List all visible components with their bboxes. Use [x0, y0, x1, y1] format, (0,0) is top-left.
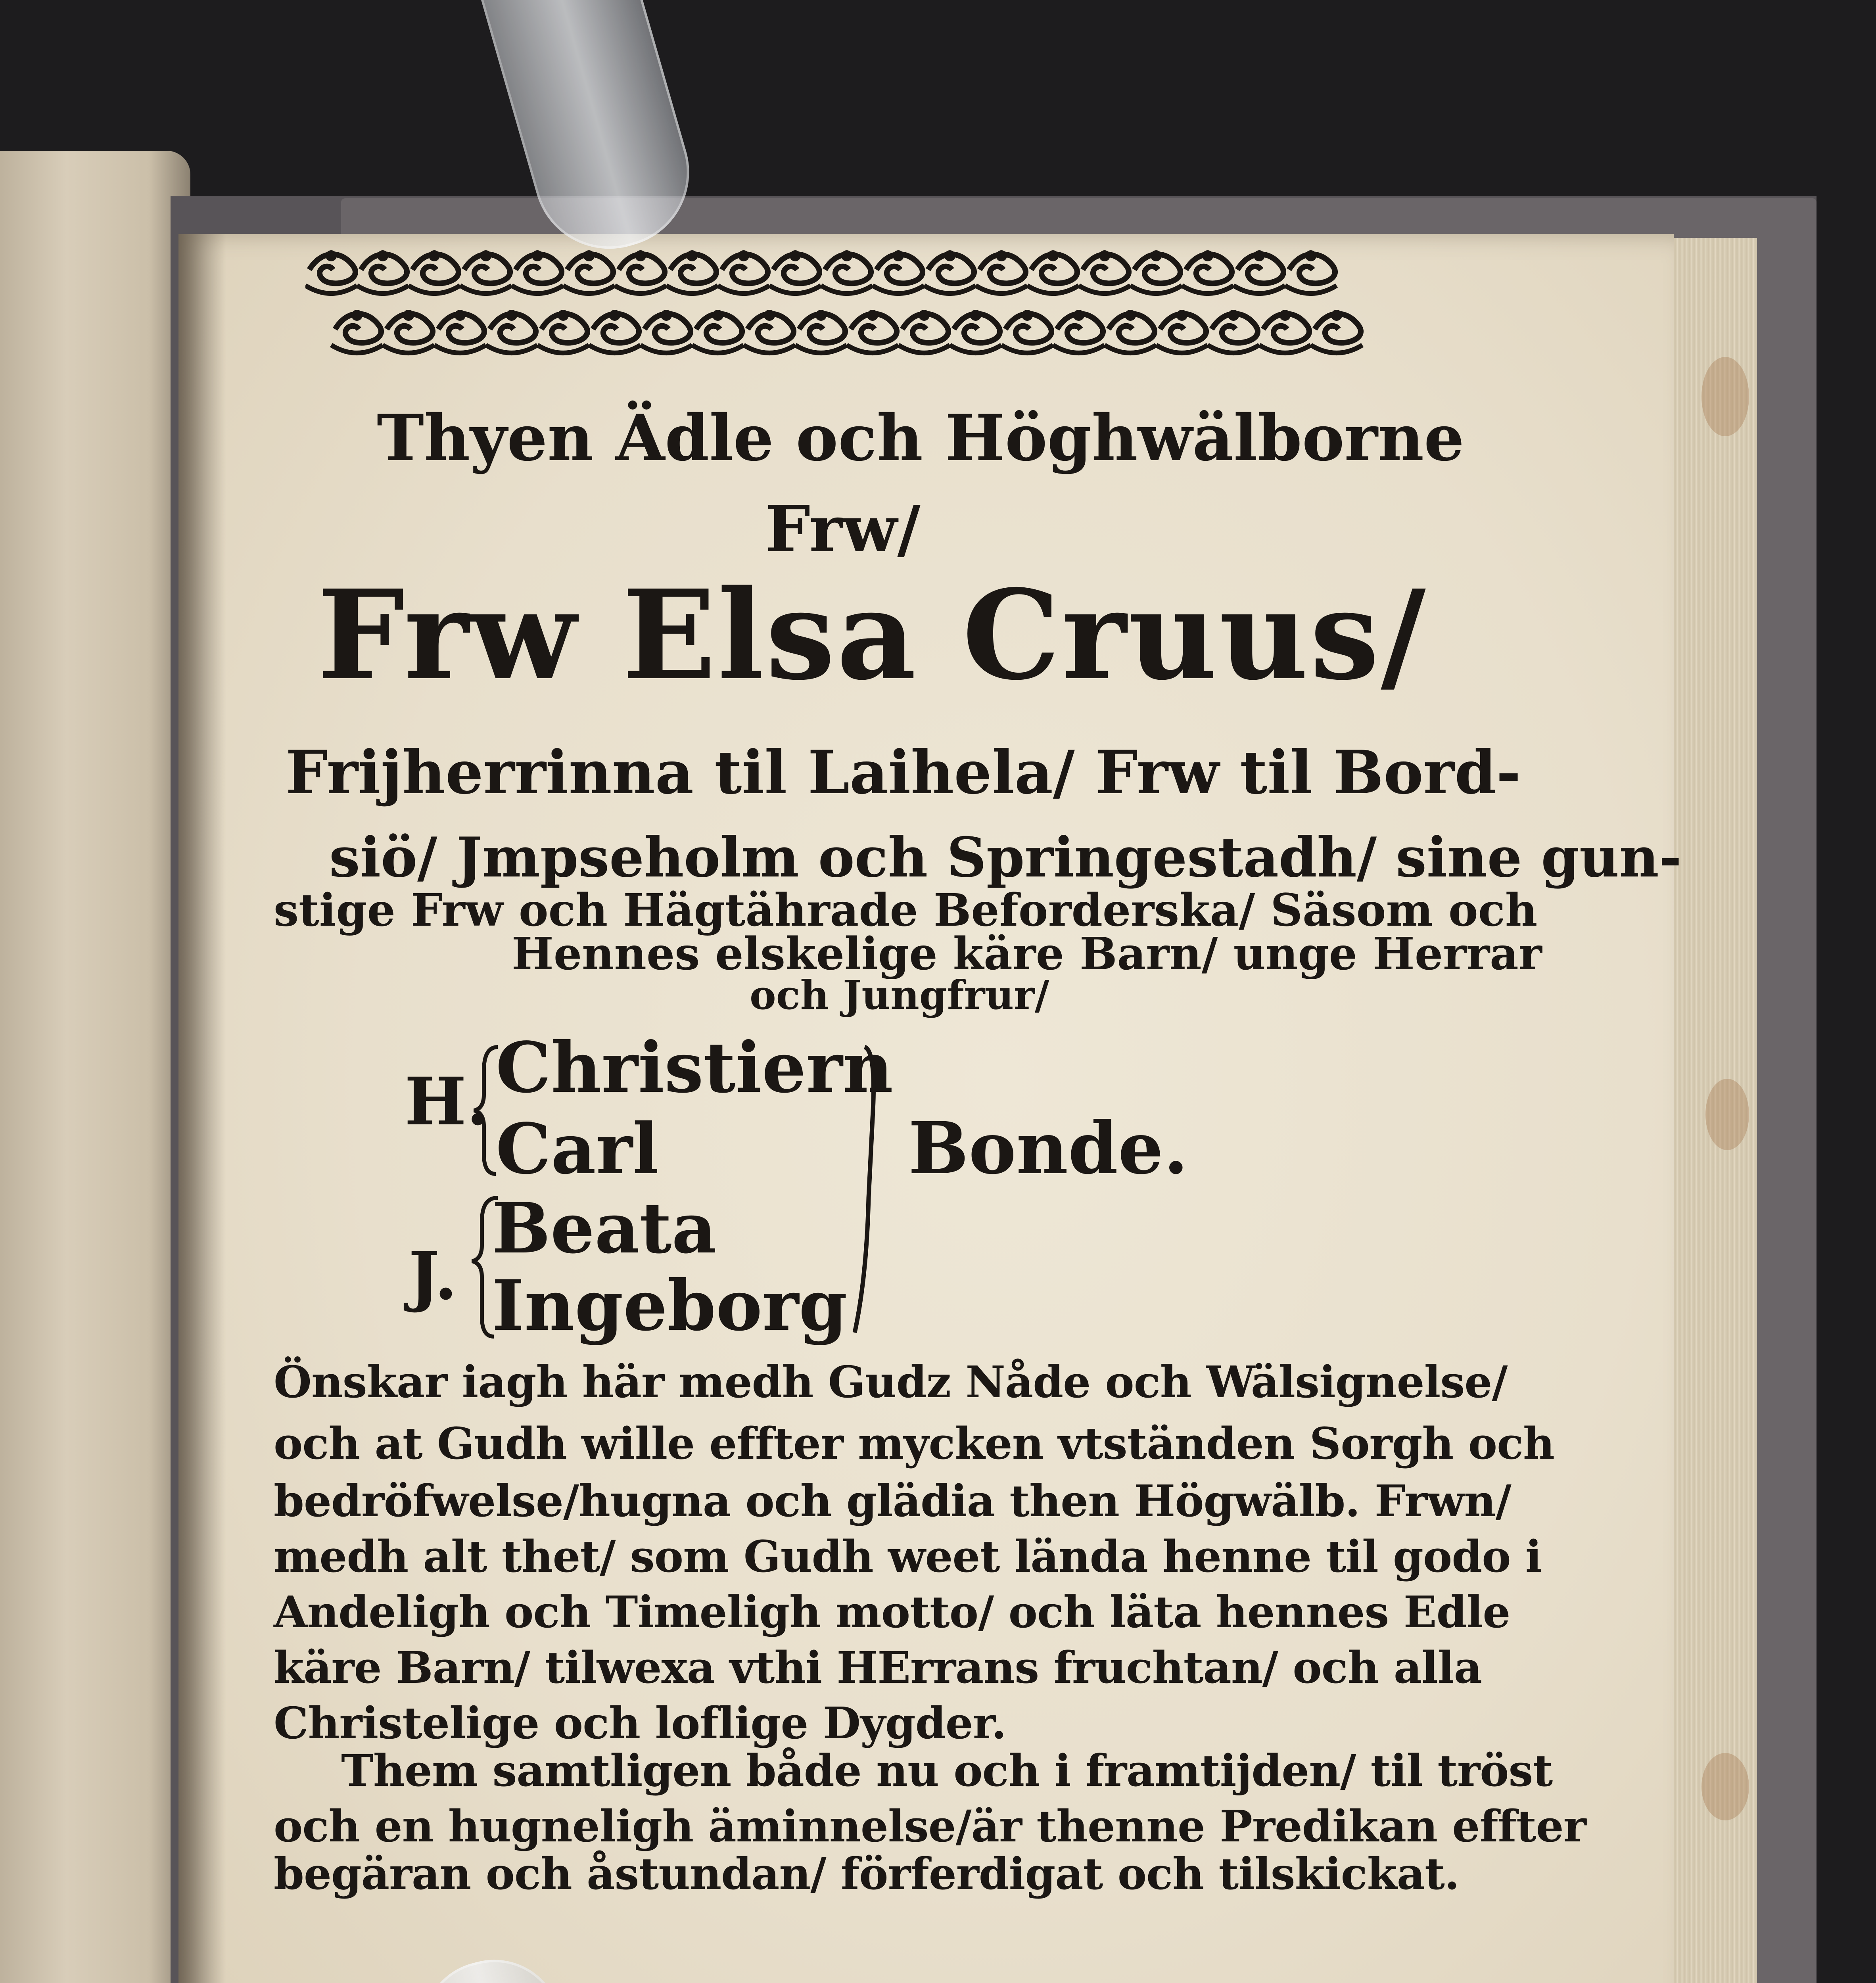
ornament-motif	[1311, 310, 1362, 353]
ornament-motif	[821, 250, 873, 293]
child-name: Ingeborg	[492, 1265, 848, 1346]
stain	[1701, 1753, 1749, 1820]
prefix-jungfrur: J.	[409, 1237, 457, 1314]
title-line-5: stige Frw och Hägtährade Beforderska/ Säsom och	[274, 884, 1538, 936]
body-line: bedröfwelse/hugna och glädia then Högwälb. Frwn/	[274, 1475, 1511, 1527]
ornament-motif	[1208, 310, 1259, 353]
ornament-motif	[331, 310, 383, 353]
body-line: och at Gudh wille effter mycken vtständen Sorgh och	[274, 1418, 1555, 1469]
ornament-motif	[692, 310, 744, 353]
title-line-2: Frw/	[765, 492, 921, 566]
ornament-motif	[1182, 250, 1233, 293]
ornament-motif	[898, 310, 950, 353]
ornament-motif	[795, 310, 847, 353]
title-line-6: Hennes elskelige käre Barn/ unge Herrar	[512, 928, 1542, 980]
stain	[1705, 1079, 1749, 1150]
ornament-motif	[1233, 250, 1285, 293]
title-line-7: och Jungfrur/	[750, 972, 1049, 1018]
title-line-1: Thyen Ädle och Höghwälborne	[377, 401, 1464, 475]
child-name: Beata	[492, 1188, 717, 1269]
body-line: begäran och åstundan/ förferdigat och tilskickat.	[274, 1848, 1460, 1899]
left-brace-jungfrur	[472, 1198, 498, 1337]
ornament-motif	[512, 250, 563, 293]
ornament-motif	[1053, 310, 1105, 353]
ornament-motif	[950, 310, 1001, 353]
ornament-motif	[1079, 250, 1130, 293]
dedicatee-name: Frw Elsa Cruus/	[317, 563, 1427, 708]
ornament-motif	[563, 250, 615, 293]
ornament-band	[305, 238, 1376, 373]
ornament-motif	[589, 310, 641, 353]
stain	[1701, 357, 1749, 436]
ornament-motif	[1105, 310, 1156, 353]
ornament-motif	[769, 250, 821, 293]
left-page	[0, 151, 190, 1983]
ornament-motif	[357, 250, 409, 293]
ornament-motif	[486, 310, 537, 353]
ornament-motif	[434, 310, 486, 353]
ornament-motif	[383, 310, 434, 353]
ornament-motif	[460, 250, 512, 293]
ornament-motif	[976, 250, 1027, 293]
left-brace-herrar	[474, 1047, 498, 1174]
ornament-motif	[847, 310, 898, 353]
ornament-motif	[1156, 310, 1208, 353]
family-surname: Bonde.	[908, 1107, 1189, 1190]
ornament-motif	[1130, 250, 1182, 293]
child-name: Carl	[496, 1108, 659, 1190]
ornament-motif	[666, 250, 718, 293]
ornament-motif	[1001, 310, 1053, 353]
ornament-motif	[409, 250, 460, 293]
body-line: käre Barn/ tilwexa vthi HErrans fruchtan/ och alla	[274, 1642, 1482, 1693]
ornament-motif	[1027, 250, 1079, 293]
body-line: Önskar iagh här medh Gudz Nåde och Wälsignelse/	[274, 1356, 1508, 1408]
child-name: Christiern	[496, 1027, 893, 1108]
ornament-motif	[744, 310, 795, 353]
title-line-4: siö/ Jmpseholm och Springestadh/ sine gun-	[329, 825, 1682, 890]
right-bracket	[855, 1047, 874, 1333]
gutter-shadow	[178, 234, 226, 1983]
ornament-motif	[305, 250, 357, 293]
body-line: Andeligh och Timeligh motto/ och läta hennes Edle	[274, 1586, 1510, 1638]
ornament-motif	[873, 250, 924, 293]
ornament-motif	[924, 250, 976, 293]
ornament-motif	[537, 310, 589, 353]
ornament-motif	[1285, 250, 1337, 293]
body-line: och en hugneligh äminnelse/är thenne Predikan effter	[274, 1801, 1586, 1852]
brace-marks	[468, 1039, 920, 1348]
prefix-herrar: H.	[405, 1063, 489, 1140]
ornament-motif	[718, 250, 769, 293]
ornament-motif	[641, 310, 692, 353]
body-line: Them samtligen både nu och i framtijden/ til tröst	[341, 1745, 1553, 1796]
title-line-3: Frijherrinna til Laihela/ Frw til Bord-	[286, 738, 1521, 807]
ornament-motif	[1259, 310, 1311, 353]
body-line: medh alt thet/ som Gudh weet lända henne til godo i	[274, 1531, 1542, 1582]
body-line: Christelige och loflige Dygder.	[274, 1697, 1006, 1749]
ornament-motif	[615, 250, 666, 293]
